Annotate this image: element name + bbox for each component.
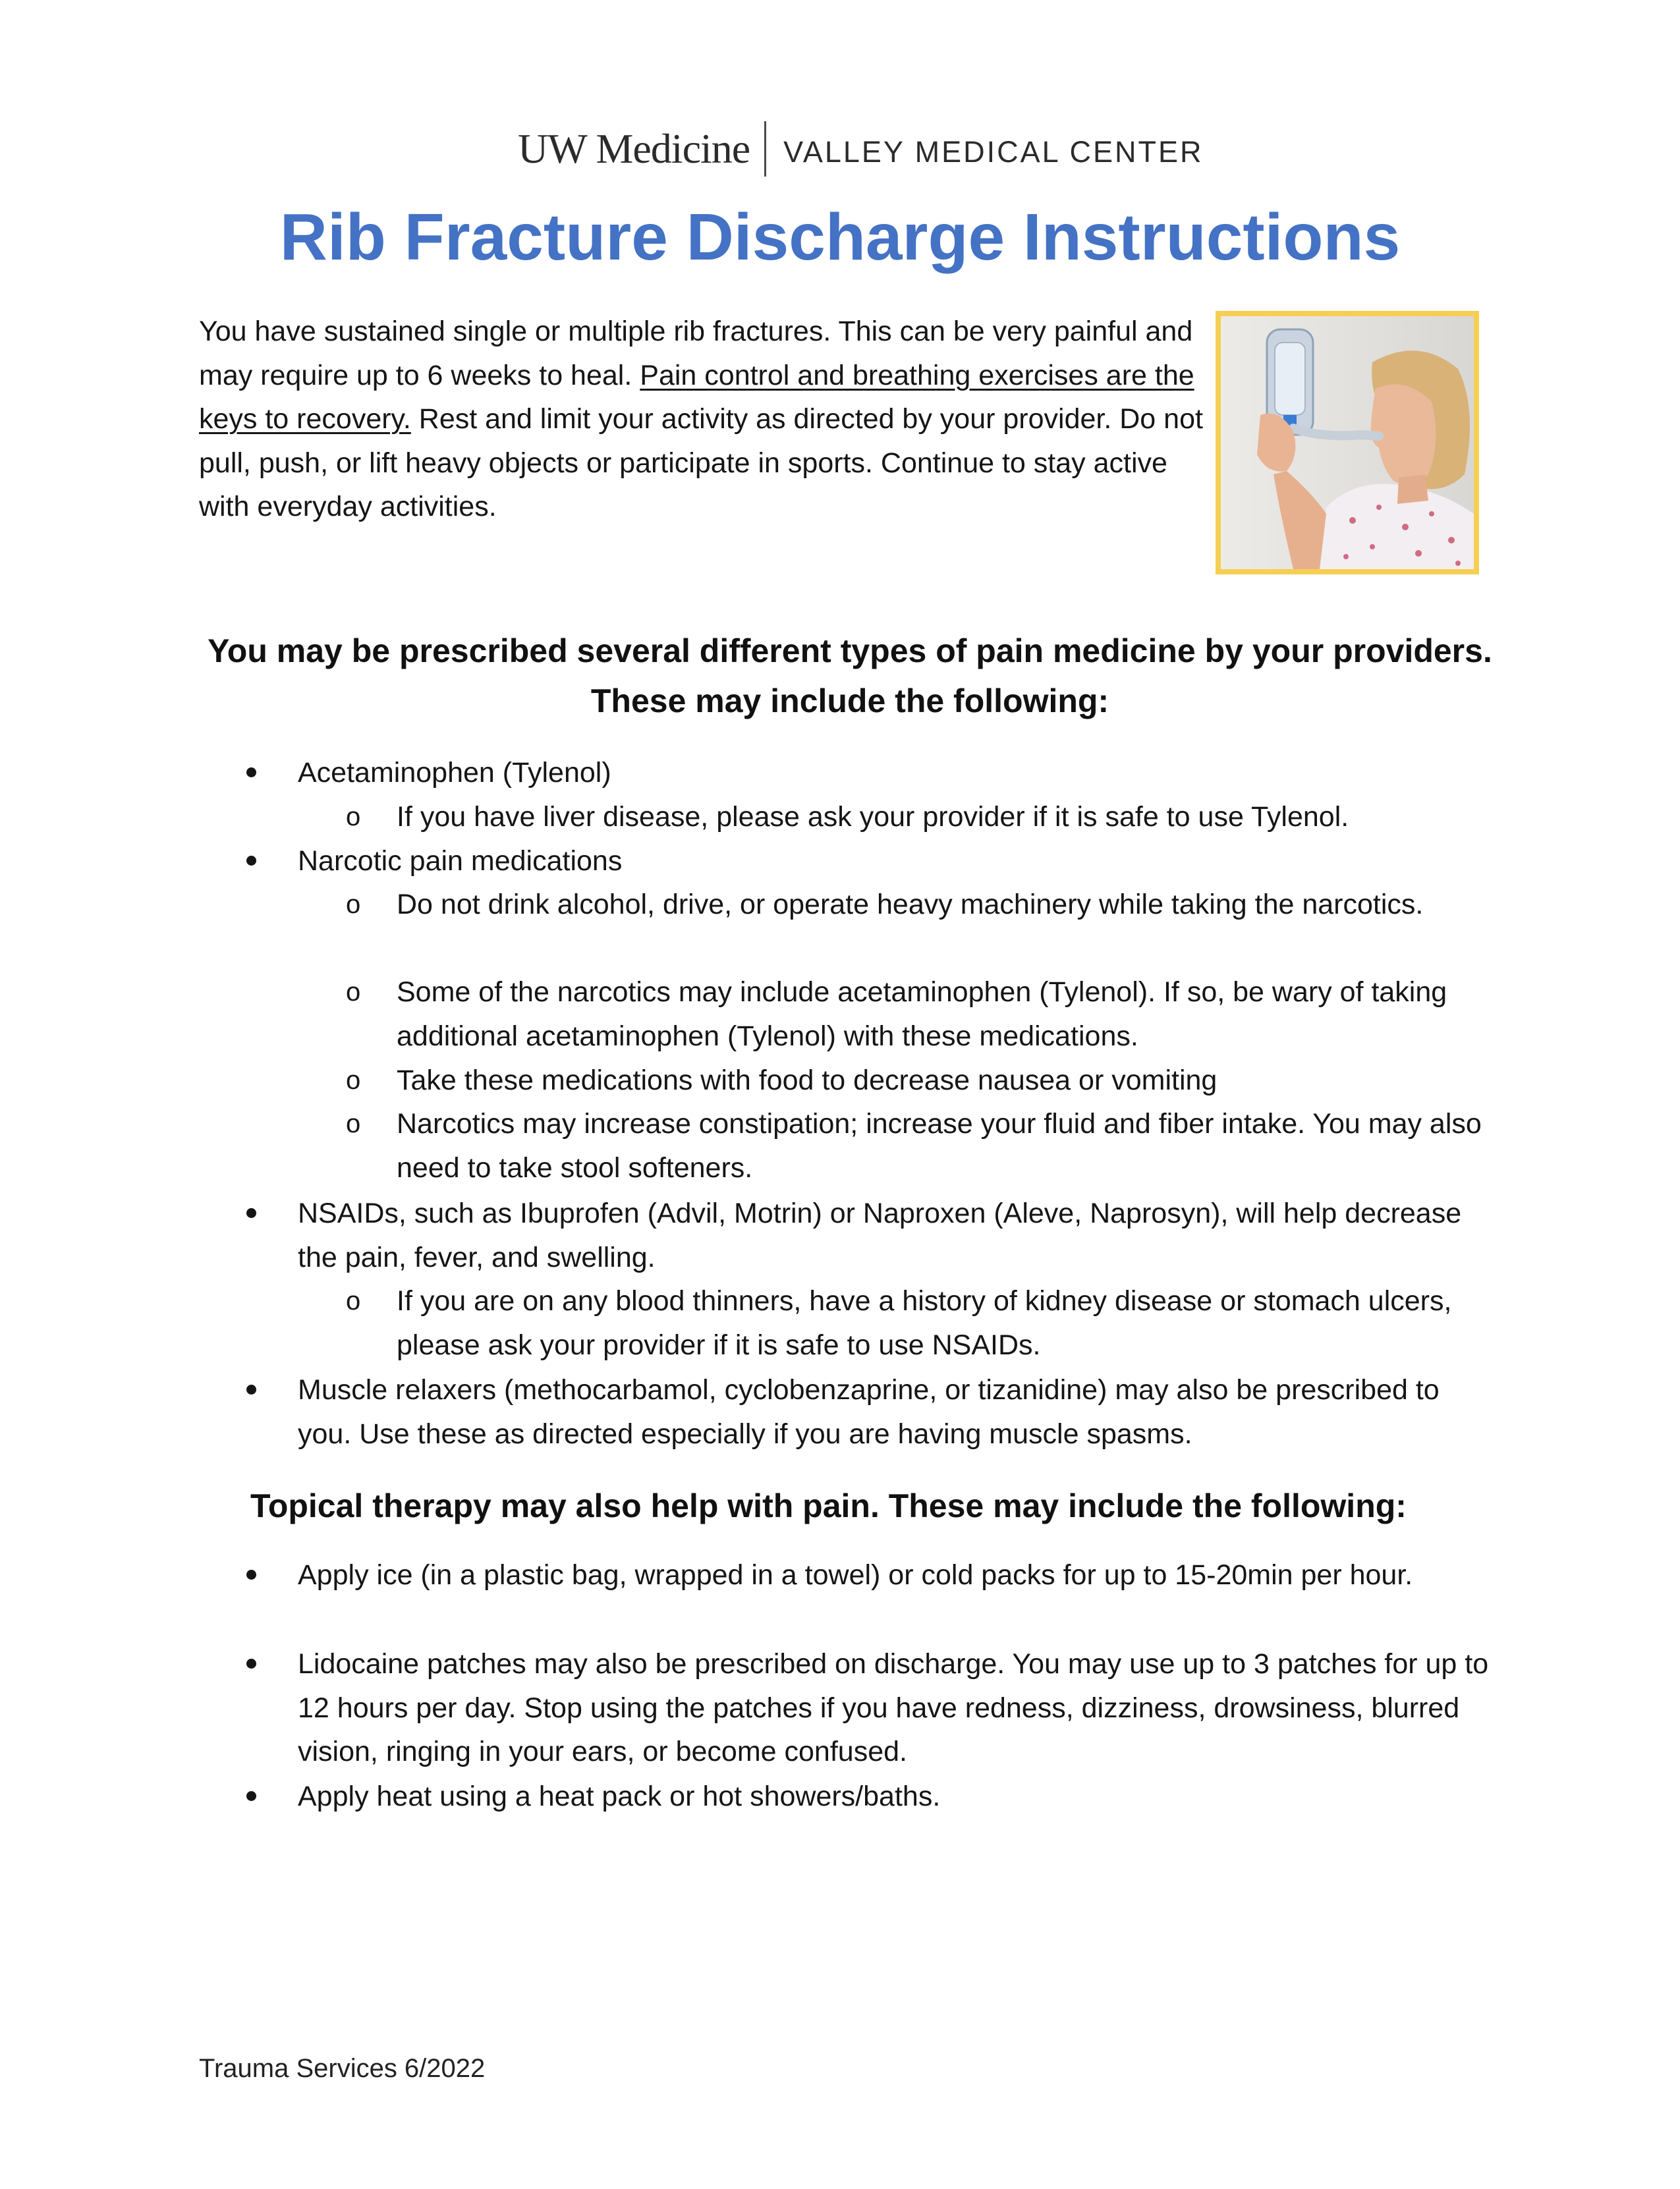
list-item — [298, 839, 1497, 883]
list-item-text: Narcotic pain medications — [298, 845, 623, 877]
bullet-icon — [244, 1553, 258, 1597]
sub-list-item-text: Do not drink alcohol, drive, or operate heavy machinery while taking the narcotics. — [397, 889, 1424, 920]
bullet-icon — [244, 1642, 258, 1686]
list-item — [298, 1642, 1497, 1774]
logo-divider — [764, 121, 766, 177]
bullet-icon — [244, 1775, 258, 1819]
logo-uw-text: UW Medicine — [518, 125, 750, 172]
list-item — [298, 751, 1497, 795]
pain-medicine-heading: You may be prescribed several different types of pain medicine by your providers. These may include the following: — [208, 632, 1492, 719]
spirometer-illustration — [1221, 316, 1474, 569]
sub-list-item-text: If you are on any blood thinners, have a history of kidney disease or stomach ulcers, please ask your provider if it is safe to use NSAIDs. — [397, 1285, 1452, 1361]
bullet-icon — [244, 839, 258, 883]
sub-list-item-text: If you have liver disease, please ask your provider if it is safe to use Tylenol. — [397, 801, 1349, 833]
circle-bullet-icon: o — [346, 1287, 361, 1316]
footer-text: Trauma Services 6/2022 — [199, 2054, 486, 2083]
list-item — [298, 1775, 1497, 1819]
page-title: Rib Fracture Discharge Instructions — [279, 200, 1401, 274]
sub-list-item — [346, 883, 1497, 927]
intro-rest: Rest and limit your activity as directed by your provider. Do not pull, push, or lift heavy objects or participate in sports. Continue to stay active with everyday activities. — [199, 403, 1203, 522]
list-item-text: Acetaminophen (Tylenol) — [298, 757, 611, 789]
list-item-text: Apply heat using a heat pack or hot showers/baths. — [298, 1781, 941, 1812]
sub-list-item-text: Some of the narcotics may include acetaminophen (Tylenol). If so, be wary of taking additional acetaminophen (Tylenol) with these medications. — [397, 976, 1447, 1052]
list-item-text: Apply ice (in a plastic bag, wrapped in a towel) or cold packs for up to 15-20min per hour. — [298, 1559, 1413, 1591]
circle-bullet-icon: o — [346, 1066, 361, 1095]
list-item-text: Lidocaine patches may also be prescribed on discharge. You may use up to 3 patches for up to 12 hours per day. Stop using the patches if you have redness, dizziness, drowsiness, blurred vision, ringing in your ears, or become confused. — [298, 1648, 1489, 1767]
sub-list-item-text: Take these medications with food to decrease nausea or vomiting — [397, 1065, 1218, 1096]
circle-bullet-icon: o — [346, 978, 361, 1007]
circle-bullet-icon: o — [346, 802, 361, 831]
sub-list-item — [346, 1102, 1497, 1190]
incentive-spirometer-photo — [1216, 311, 1479, 574]
list-item — [298, 1192, 1497, 1279]
sub-list-item — [346, 795, 1497, 839]
list-item-text: Muscle relaxers (methocarbamol, cyclobenzaprine, or tizanidine) may also be prescribed to you. Use these as directed especially if you are having muscle spasms. — [298, 1374, 1440, 1450]
bullet-icon — [244, 751, 258, 795]
list-item — [298, 1368, 1497, 1456]
intro-emphasis: Pain control and breathing exercises are the keys to recovery. — [199, 359, 1194, 435]
list-item — [298, 1553, 1497, 1597]
topical-therapy-heading: Topical therapy may also help with pain. These may include the following: — [250, 1487, 1407, 1524]
sub-list-item — [346, 1059, 1497, 1103]
sub-list-item — [346, 1279, 1497, 1367]
intro-lead: You have sustained single or multiple rib fractures. This can be very painful and may require up to 6 weeks to heal. — [199, 316, 1193, 391]
circle-bullet-icon: o — [346, 1109, 361, 1138]
intro-paragraph — [199, 310, 1214, 529]
circle-bullet-icon: o — [346, 890, 361, 919]
uw-medicine-logo — [518, 121, 1204, 177]
bullet-icon — [244, 1368, 258, 1412]
sub-list-item — [346, 970, 1497, 1058]
list-item-text: NSAIDs, such as Ibuprofen (Advil, Motrin) or Naproxen (Aleve, Naprosyn), will help decrease the pain, fever, and swelling. — [298, 1198, 1462, 1273]
sub-list-item-text: Narcotics may increase constipation; increase your fluid and fiber intake. You may also need to take stool softeners. — [397, 1108, 1482, 1184]
logo-center-text: VALLEY MEDICAL CENTER — [783, 134, 1204, 169]
bullet-icon — [244, 1192, 258, 1236]
